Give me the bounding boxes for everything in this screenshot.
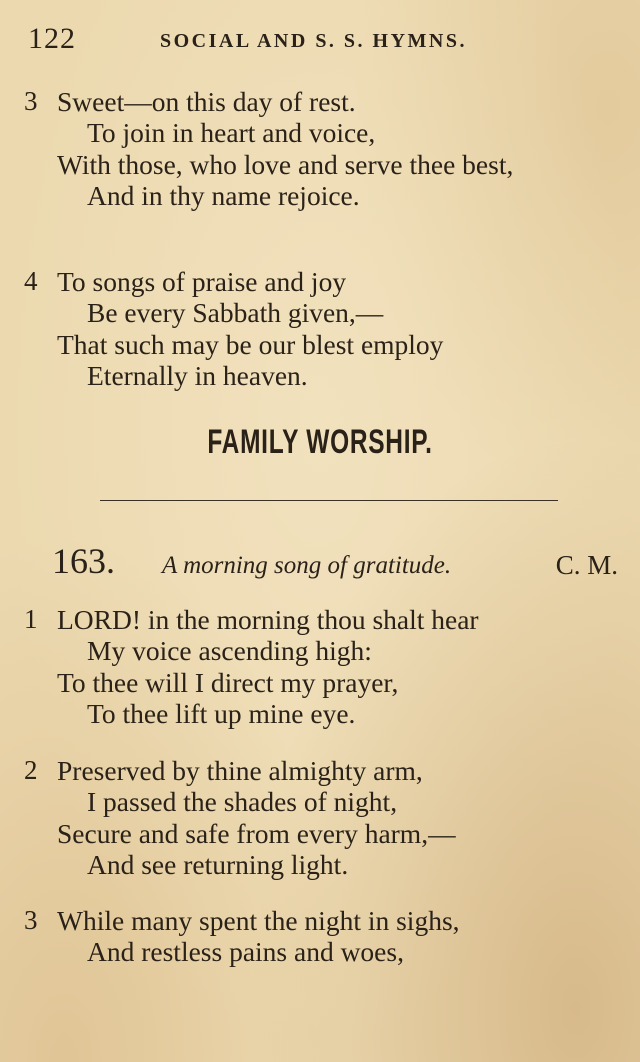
verse-line: That such may be our blest employ: [57, 328, 444, 360]
verse-line: With those, who love and serve thee best,: [57, 148, 514, 180]
verse-line: My voice ascending high:: [87, 635, 372, 667]
verse-line: Eternally in heaven.: [87, 359, 308, 391]
verse-line: Secure and safe from every harm,—: [57, 817, 456, 849]
verse-line: And see returning light.: [87, 848, 349, 880]
stanza-number: 4: [24, 266, 38, 296]
verse-line: Be every Sabbath given,—: [87, 297, 384, 329]
verse-line: And in thy name rejoice.: [87, 179, 360, 211]
section-title: FAMILY WORSHIP.: [207, 423, 433, 461]
hymn-meter: C. M.: [555, 550, 618, 580]
stanza-number: 2: [24, 755, 38, 785]
section-divider: [100, 500, 558, 501]
stanza-number: 3: [24, 86, 38, 116]
hymn-stanza-1: [24, 604, 624, 729]
verse-line: To join in heart and voice,: [87, 117, 376, 149]
hymn-stanza-3: [24, 905, 624, 968]
verse-line: And restless pains and woes,: [87, 936, 404, 968]
verse-line: LORD! in the morning thou shalt hear: [57, 604, 479, 635]
verse-line: I passed the shades of night,: [87, 786, 398, 818]
verse-line: To thee will I direct my prayer,: [57, 666, 399, 698]
verse-line: While many spent the night in sighs,: [57, 905, 460, 936]
page-number: 122: [28, 22, 76, 55]
verse-line: To songs of praise and joy: [57, 266, 347, 297]
hymn-header: [52, 540, 622, 584]
hymn-title: A morning song of gratitude.: [162, 552, 452, 579]
stanza-prev-4: [24, 266, 624, 391]
stanza-prev-3: [24, 86, 624, 211]
verse-line: Preserved by thine almighty arm,: [57, 755, 423, 786]
hymn-stanza-2: [24, 755, 624, 880]
running-head: SOCIAL AND S. S. HYMNS.: [160, 30, 468, 52]
hymn-number: 163.: [52, 541, 115, 581]
verse-line: Sweet—on this day of rest.: [57, 86, 356, 117]
page-header: [28, 22, 612, 56]
verse-line: To thee lift up mine eye.: [87, 697, 356, 729]
stanza-number: 3: [24, 905, 38, 935]
stanza-number: 1: [24, 604, 38, 634]
